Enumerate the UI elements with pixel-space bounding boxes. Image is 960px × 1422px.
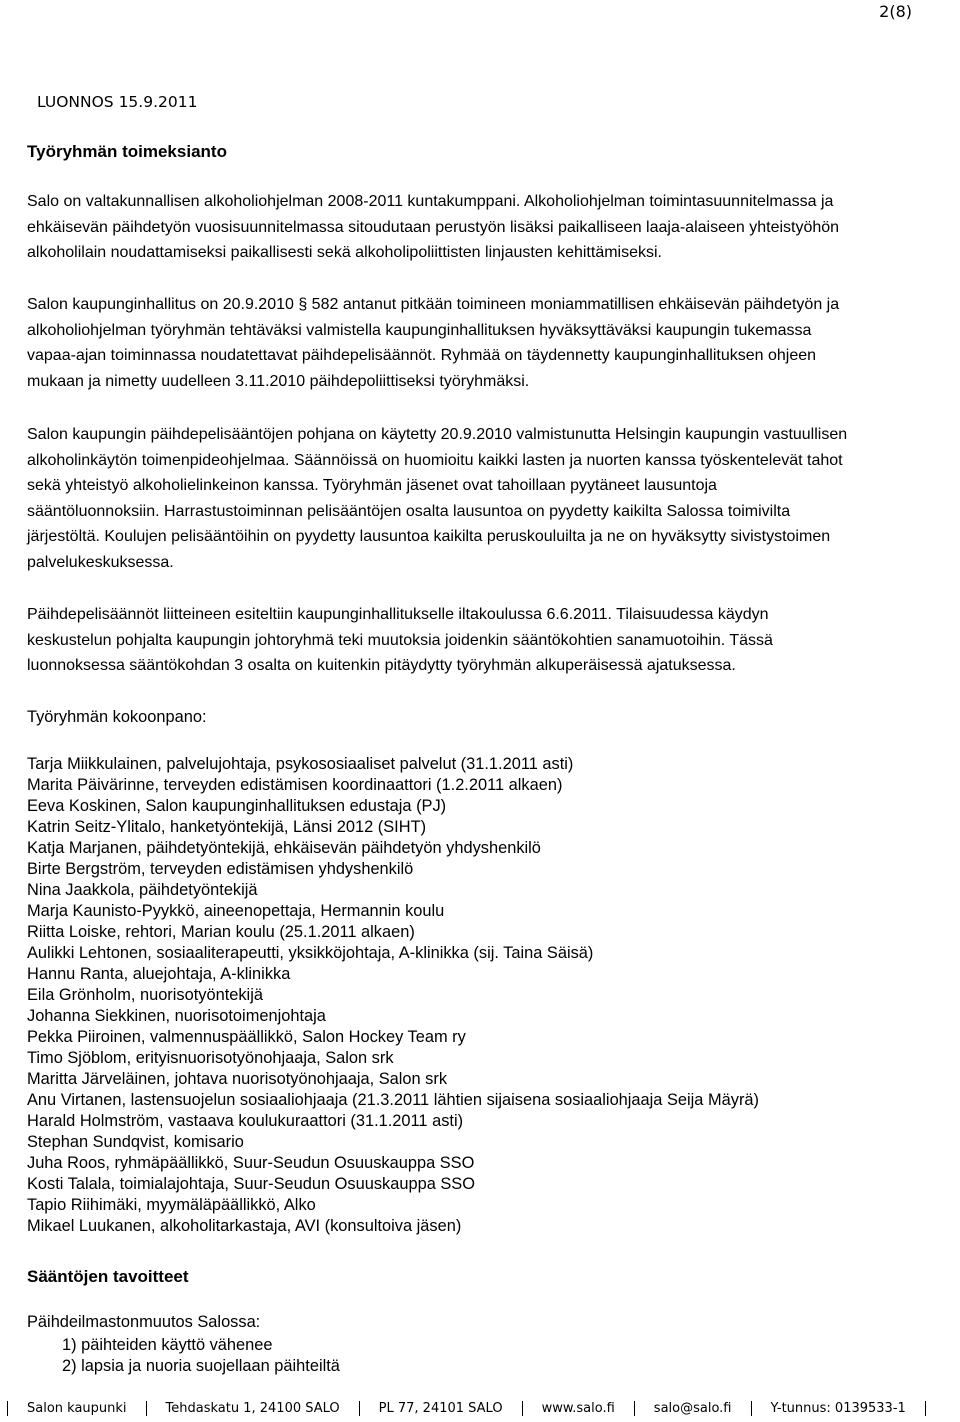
draft-label: LUONNOS 15.9.2011 [37,93,198,111]
member-item: Johanna Siekkinen, nuorisotoimenjohtaja [27,1007,326,1025]
paragraph-line: alkoholiohjelman työryhmän tehtäväksi valmistella kaupunginhallituksen hyväksyttäväksi kaupungin tukemassa [27,321,812,339]
member-item: Juha Roos, ryhmäpäällikkö, Suur-Seudun Osuuskauppa SSO [27,1154,475,1172]
footer-divider [751,1401,752,1416]
footer-org: Salon kaupunki [27,1401,127,1416]
member-item: Pekka Piiroinen, valmennuspäällikkö, Salon Hockey Team ry [27,1028,466,1046]
paragraph-line: mukaan ja nimetty uudelleen 3.11.2010 päihdepoliittiseksi työryhmäksi. [27,372,530,390]
paragraph-line: sekä yhteistyö alkoholielinkeinon kanssa. Työryhmän jäsenet ovat tahoillaan pyytäneet lausuntoja [27,477,717,495]
paragraph-line: palvelukeskuksessa. [27,553,174,571]
member-item: Marja Kaunisto-Pyykkö, aineenopettaja, Hermannin koulu [27,902,445,920]
footer-divider [146,1401,147,1416]
footer-divider [925,1401,926,1416]
footer-divider [634,1401,635,1416]
paragraph-line: Salon kaupunginhallitus on 20.9.2010 § 582 antanut pitkään toimineen moniammatillisen ehkäisevän päihdetyön ja [27,296,840,313]
paragraph-line: luonnoksessa sääntökohdan 3 osalta on kuitenkin pitäydytty työryhmän alkuperäisessä ajatuksessa. [27,657,736,675]
footer [0,1398,960,1420]
paragraph-line: Päihdepelisäännöt liitteineen esiteltiin kaupunginhallitukselle iltakoulussa 6.6.2011. Tilaisuudessa käydyn [27,606,769,623]
paragraph-line: Salo on valtakunnallisen alkoholiohjelman 2008-2011 kuntakumppani. Alkoholiohjelman toimintasuunnitelmassa ja [27,193,834,210]
member-item: Tapio Riihimäki, myymäläpäällikkö, Alko [27,1196,316,1214]
paragraph-line: järjestöltä. Koulujen pelisääntöihin on pyydetty lausuntoa kaikilta peruskouluilta ja ne on hyväksytty sivistystoimen [27,528,831,546]
paragraph-line: Salon kaupungin päihdepelisääntöjen pohjana on käytetty 20.9.2010 valmistunutta Helsingin kaupungin vastuullisen [27,426,848,443]
goals-list [62,1335,340,1377]
paragraph-presentation [27,602,960,679]
footer-email-link[interactable]: salo@salo.fi [653,1401,732,1416]
member-item: Tarja Miikkulainen, palvelujohtaja, psykososiaaliset palvelut (31.1.2011 asti) [27,755,574,773]
member-item: Katja Marjanen, päihdetyöntekijä, ehkäisevän päihdetyön yhdyshenkilö [27,839,541,857]
member-item: Aulikki Lehtonen, sosiaaliterapeutti, yksikköjohtaja, A-klinikka (sij. Taina Säisä) [27,944,594,962]
member-item: Eila Grönholm, nuorisotyöntekijä [27,986,263,1004]
member-item: Timo Sjöblom, erityisnuorisotyönohjaaja, Salon srk [27,1049,394,1067]
paragraph-line: sääntöluonnoksiin. Harrastustoiminnan pelisääntöjen osalta lausuntoa on pyydetty kaikilta Salossa toimivilta [27,502,791,520]
paragraph-line: ehkäisevän päihdetyön vuosisuunnitelmassa sitoudutaan perustyön lisäksi paikalliseen laaja-alaiseen yhteistyöhön [27,218,840,236]
paragraph-line: keskustelun pohjalta kaupungin johtoryhmä teki muutoksia joidenkin sääntökohtien sanamuotoihin. Tässä [27,631,773,649]
goal-item: 2) lapsia ja nuoria suojellaan päihteiltä [62,1357,340,1375]
goal-item: 1) päihteiden käyttö vähenee [62,1336,273,1354]
composition-label: Työryhmän kokoonpano: [27,708,207,726]
paragraph-line: alkoholilain noudattamiseksi paikallisesti sekä alkoholipoliittisten linjausten kehittämiseksi. [27,244,662,262]
footer-business-id: Y-tunnus: 0139533-1 [770,1401,906,1416]
member-item: Birte Bergström, terveyden edistämisen yhdyshenkilö [27,860,414,878]
member-item: Harald Holmström, vastaava koulukuraattori (31.1.2011 asti) [27,1112,464,1130]
member-item: Maritta Järveläinen, johtava nuorisotyönohjaaja, Salon srk [27,1070,448,1088]
paragraph-decision [27,292,960,394]
footer-po-box: PL 77, 24101 SALO [378,1401,503,1416]
paragraph-intro [27,189,960,266]
member-item: Stephan Sundqvist, komisario [27,1133,244,1151]
member-item: Marita Päivärinne, terveyden edistämisen koordinaattori (1.2.2011 alkaen) [27,776,563,794]
footer-divider [359,1401,360,1416]
member-item: Eeva Koskinen, Salon kaupunginhallituksen edustaja (PJ) [27,797,447,815]
paragraph-line: alkoholinkäytön toimenpideohjelmaa. Säännöissä on huomioitu kaikki lasten ja nuorten kanssa työskentelevät tahot [27,451,843,469]
member-item: Riitta Loiske, rehtori, Marian koulu (25.1.2011 alkaen) [27,923,415,941]
member-item: Kosti Talala, toimialajohtaja, Suur-Seudun Osuuskauppa SSO [27,1175,475,1193]
footer-street-address: Tehdaskatu 1, 24100 SALO [165,1401,340,1416]
member-item: Hannu Ranta, aluejohtaja, A-klinikka [27,965,291,983]
member-item: Anu Virtanen, lastensuojelun sosiaaliohjaaja (21.3.2011 lähtien sijaisena sosiaaliohjaaja Seija Mäyrä) [27,1091,759,1109]
section-heading-goals: Sääntöjen tavoitteet [27,1267,189,1286]
member-item: Mikael Luukanen, alkoholitarkastaja, AVI (konsultoiva jäsen) [27,1217,462,1235]
page-number: 2(8) [879,2,912,21]
paragraph-line: vapaa-ajan toiminnassa noudatettavat päihdepelisäännöt. Ryhmää on täydennetty kaupunginhallituksen ohjeen [27,347,817,365]
member-list [27,754,759,1237]
footer-divider [7,1401,8,1416]
footer-website-link[interactable]: www.salo.fi [541,1401,615,1416]
paragraph-basis [27,422,960,576]
member-item: Nina Jaakkola, päihdetyöntekijä [27,881,258,899]
section-heading-assignment: Työryhmän toimeksianto [27,142,227,161]
footer-divider [522,1401,523,1416]
goals-intro: Päihdeilmastonmuutos Salossa: [27,1313,261,1331]
member-item: Katrin Seitz-Ylitalo, hanketyöntekijä, Länsi 2012 (SIHT) [27,818,427,836]
